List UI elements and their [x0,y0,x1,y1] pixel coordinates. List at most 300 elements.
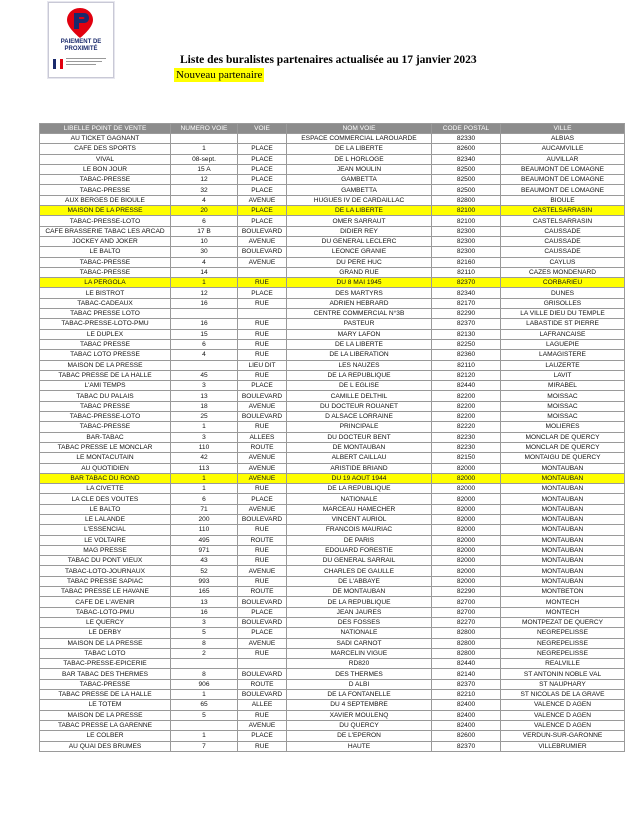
header-voie: VOIE [238,124,287,134]
cell-voie [238,134,287,144]
cell-numero-voie: 30 [171,247,238,257]
cell-libelle: AU QUAI DES BRUMES [40,741,171,751]
cell-nom-voie: ARISTIDE BRIAND [287,463,432,473]
cell-code-postal: 82100 [432,206,501,216]
cell-numero-voie: 113 [171,463,238,473]
cell-ville: MONTPEZAT DE QUERCY [501,617,625,627]
cell-nom-voie: HAUTE [287,741,432,751]
table-row [40,566,625,576]
cell-ville: MOISSAC [501,412,625,422]
cell-code-postal: 82110 [432,360,501,370]
cell-voie: ROUTE [238,442,287,452]
table-row [40,195,625,205]
cell-ville: LAVIT [501,370,625,380]
cell-libelle: BAR TABAC DES THERMES [40,669,171,679]
table-row [40,514,625,524]
cell-voie: RUE [238,525,287,535]
cell-ville: ST NAUPHARY [501,679,625,689]
table-row [40,617,625,627]
cell-libelle: TABAC DU PALAIS [40,391,171,401]
cell-nom-voie: DE PARIS [287,535,432,545]
table-row [40,381,625,391]
cell-nom-voie: DU GENERAL SARRAIL [287,556,432,566]
table-row [40,679,625,689]
cell-libelle: TABAC PRESSE [40,401,171,411]
cell-numero-voie: 45 [171,370,238,380]
cell-ville: MONTAUBAN [501,504,625,514]
cell-libelle: LE QUERCY [40,617,171,627]
cell-voie: PLACE [238,154,287,164]
cell-nom-voie: JEAN MOULIN [287,164,432,174]
cell-numero-voie: 13 [171,597,238,607]
cell-libelle: LE BALTO [40,504,171,514]
cell-code-postal: 82130 [432,329,501,339]
table-row [40,329,625,339]
cell-voie: PLACE [238,144,287,154]
document-title: Liste des buralistes partenaires actualisée au 17 janvier 2023 [180,54,477,66]
cell-voie: RUE [238,648,287,658]
new-partner-legend: Nouveau partenaire [176,69,263,81]
cell-code-postal: 82340 [432,154,501,164]
cell-code-postal: 82000 [432,545,501,555]
cell-nom-voie: DU 8 MAI 1945 [287,278,432,288]
cell-code-postal: 82170 [432,298,501,308]
cell-libelle: TABAC PRESSE [40,339,171,349]
cell-ville: MONCLAR DE QUERCY [501,442,625,452]
table-row [40,247,625,257]
table-row [40,370,625,380]
cell-ville: CASTELSARRASIN [501,206,625,216]
cell-libelle: TABAC-LOTO-JOURNAUX [40,566,171,576]
cell-nom-voie: DE LA LIBERTE [287,206,432,216]
cell-voie: PLACE [238,175,287,185]
cell-code-postal: 82220 [432,422,501,432]
cell-nom-voie: CHARLES DE GAULLE [287,566,432,576]
cell-ville: MONTAUBAN [501,494,625,504]
cell-nom-voie: DES THERMES [287,669,432,679]
cell-ville: MONTECH [501,597,625,607]
cell-ville: MONTAUBAN [501,473,625,483]
cell-voie: BOULEVARD [238,412,287,422]
cell-ville: NEGREPELISSE [501,628,625,638]
table-row [40,648,625,658]
cell-numero-voie: 43 [171,556,238,566]
cell-ville: REALVILLE [501,659,625,669]
cell-voie: AVENUE [238,566,287,576]
cell-libelle: LA PERGOLA [40,278,171,288]
cell-voie: RUE [238,319,287,329]
cell-ville: BIOULE [501,195,625,205]
cell-voie: AVENUE [238,720,287,730]
cell-ville: BEAUMONT DE LOMAGNE [501,175,625,185]
cell-voie: PLACE [238,164,287,174]
cell-nom-voie: DU DOCTEUR ROUANET [287,401,432,411]
table-row [40,432,625,442]
table-row [40,442,625,452]
cell-code-postal: 82370 [432,741,501,751]
cell-numero-voie: 495 [171,535,238,545]
cell-libelle: CAFE DE L'AVENIR [40,597,171,607]
cell-libelle: MAISON DE LA PRESSE [40,710,171,720]
cell-code-postal: 82120 [432,370,501,380]
cell-nom-voie: HUGUES IV DE CARDAILLAC [287,195,432,205]
cell-code-postal: 82400 [432,700,501,710]
cell-libelle: LA CLE DES VOUTES [40,494,171,504]
table-row [40,587,625,597]
cell-libelle: TABAC-PRESSE [40,679,171,689]
cell-voie [238,309,287,319]
cell-libelle: LE DUPLEX [40,329,171,339]
cell-code-postal: 82800 [432,638,501,648]
cell-voie [238,267,287,277]
cell-ville: LA VILLE DIEU DU TEMPLE [501,309,625,319]
cell-code-postal: 82440 [432,381,501,391]
cell-code-postal: 82400 [432,710,501,720]
table-row [40,535,625,545]
cell-voie: ROUTE [238,679,287,689]
cell-numero-voie: 165 [171,587,238,597]
cell-voie: AVENUE [238,638,287,648]
cell-nom-voie: JEAN JAURES [287,607,432,617]
cell-ville: MONTAUBAN [501,463,625,473]
cell-voie: RUE [238,576,287,586]
table-row [40,216,625,226]
cell-numero-voie [171,659,238,669]
table-row [40,576,625,586]
table-row [40,700,625,710]
cell-voie: RUE [238,370,287,380]
cell-code-postal: 82250 [432,339,501,349]
cell-voie: AVENUE [238,257,287,267]
cell-ville: LAMAGISTERE [501,350,625,360]
table-row [40,257,625,267]
logo-fineprint [66,57,110,68]
cell-code-postal: 82290 [432,587,501,597]
cell-code-postal: 82200 [432,401,501,411]
cell-numero-voie: 16 [171,319,238,329]
cell-numero-voie: 5 [171,628,238,638]
cell-ville: MONTECH [501,607,625,617]
cell-nom-voie: DE LA REPUBLIQUE [287,370,432,380]
cell-voie: AVENUE [238,453,287,463]
table-row [40,226,625,236]
table-row [40,690,625,700]
location-pin-icon [65,7,95,39]
cell-nom-voie: GRAND RUE [287,267,432,277]
cell-code-postal: 82000 [432,484,501,494]
cell-nom-voie: D ALSACE LORRAINE [287,412,432,422]
cell-libelle: TABAC-PRESSE-LOTO-PMU [40,319,171,329]
cell-voie: PLACE [238,288,287,298]
cell-code-postal: 82440 [432,659,501,669]
cell-numero-voie: 3 [171,617,238,627]
cell-libelle: TABAC LOTO [40,648,171,658]
cell-numero-voie: 08-sept. [171,154,238,164]
cell-nom-voie: DU 4 SEPTEMBRE [287,700,432,710]
cell-code-postal: 82370 [432,319,501,329]
cell-nom-voie: MARCEAU HAMECHER [287,504,432,514]
cell-ville: CAUSSADE [501,247,625,257]
cell-libelle: LE BALTO [40,247,171,257]
cell-nom-voie: NATIONALE [287,494,432,504]
table-row [40,267,625,277]
table-row [40,741,625,751]
cell-ville: MONTAUBAN [501,566,625,576]
cell-ville: MONTAUBAN [501,545,625,555]
cell-nom-voie: PRINCIPALE [287,422,432,432]
table-row [40,463,625,473]
table-row [40,731,625,741]
cell-numero-voie: 25 [171,412,238,422]
cell-nom-voie: DE L EGLISE [287,381,432,391]
cell-voie [238,659,287,669]
cell-voie: AVENUE [238,463,287,473]
cell-nom-voie: GAMBETTA [287,185,432,195]
cell-code-postal: 82300 [432,236,501,246]
table-row [40,350,625,360]
cell-code-postal: 82500 [432,175,501,185]
cell-voie: ALLEES [238,432,287,442]
cell-libelle: TABAC-LOTO-PMU [40,607,171,617]
cell-numero-voie: 6 [171,216,238,226]
cell-numero-voie: 15 A [171,164,238,174]
cell-ville: MONTBETON [501,587,625,597]
cell-code-postal: 82200 [432,391,501,401]
table-row [40,484,625,494]
cell-ville: ST NICOLAS DE LA GRAVE [501,690,625,700]
cell-code-postal: 82160 [432,257,501,267]
table-row [40,412,625,422]
cell-code-postal: 82150 [432,453,501,463]
cell-code-postal: 82700 [432,597,501,607]
cell-numero-voie [171,720,238,730]
cell-numero-voie: 10 [171,236,238,246]
cell-libelle: TABAC-PRESSE [40,422,171,432]
cell-voie: AVENUE [238,401,287,411]
cell-libelle: LE BISTROT [40,288,171,298]
cell-ville: MONTAUBAN [501,484,625,494]
header-nom-voie: NOM VOIE [287,124,432,134]
cell-libelle: BAR TABAC DU ROND [40,473,171,483]
cell-voie: RUE [238,350,287,360]
cell-code-postal: 82000 [432,473,501,483]
table-row [40,720,625,730]
cell-voie: BOULEVARD [238,690,287,700]
cell-ville: CAUSSADE [501,226,625,236]
cell-voie: AVENUE [238,236,287,246]
cell-nom-voie: VINCENT AURIOL [287,514,432,524]
paiement-proximite-logo [48,2,114,78]
cell-numero-voie: 16 [171,298,238,308]
cell-ville: DUNES [501,288,625,298]
cell-voie: RUE [238,741,287,751]
table-row-new-partner [40,473,625,483]
table-row [40,638,625,648]
table-row [40,607,625,617]
cell-libelle: MAG PRESSE [40,545,171,555]
cell-nom-voie: ALBERT CAILLAU [287,453,432,463]
cell-code-postal: 82600 [432,731,501,741]
cell-libelle: TABAC-CADEAUX [40,298,171,308]
cell-numero-voie: 4 [171,257,238,267]
cell-nom-voie: DU DOCTEUR BENT [287,432,432,442]
cell-ville: CAZES MONDENARD [501,267,625,277]
buralistes-table [39,123,625,752]
cell-code-postal: 82290 [432,309,501,319]
cell-code-postal: 82000 [432,504,501,514]
cell-voie: RUE [238,545,287,555]
header-numero-voie: NUMERO VOIE [171,124,238,134]
cell-code-postal: 82110 [432,267,501,277]
cell-nom-voie: DU GENERAL LECLERC [287,236,432,246]
cell-nom-voie: LES NAUZES [287,360,432,370]
cell-numero-voie: 1 [171,278,238,288]
cell-code-postal: 82000 [432,566,501,576]
cell-code-postal: 82000 [432,494,501,504]
cell-voie: RUE [238,484,287,494]
table-row [40,154,625,164]
cell-voie: PLACE [238,216,287,226]
cell-numero-voie: 8 [171,638,238,648]
cell-libelle: TABAC PRESSE SAPIAC [40,576,171,586]
cell-ville: ALBIAS [501,134,625,144]
cell-ville: LAUZERTE [501,360,625,370]
cell-code-postal: 82300 [432,226,501,236]
cell-code-postal: 82360 [432,350,501,360]
cell-voie: RUE [238,329,287,339]
cell-voie: PLACE [238,731,287,741]
cell-voie: AVENUE [238,504,287,514]
table-row [40,628,625,638]
cell-code-postal: 82800 [432,648,501,658]
cell-libelle: LE DERBY [40,628,171,638]
table-row [40,391,625,401]
cell-ville: CAYLUS [501,257,625,267]
cell-nom-voie: ADRIEN HEBRARD [287,298,432,308]
cell-libelle: LA CIVETTE [40,484,171,494]
table-row [40,309,625,319]
cell-code-postal: 82000 [432,556,501,566]
cell-numero-voie: 200 [171,514,238,524]
cell-numero-voie: 1 [171,731,238,741]
cell-libelle: TABAC-PRESSE-EPICERIE [40,659,171,669]
cell-libelle: L'ESSENCIAL [40,525,171,535]
cell-nom-voie: NATIONALE [287,628,432,638]
cell-voie: RUE [238,298,287,308]
cell-numero-voie: 16 [171,607,238,617]
cell-code-postal: 82300 [432,247,501,257]
cell-nom-voie: XAVIER MOULENQ [287,710,432,720]
cell-code-postal: 82000 [432,525,501,535]
cell-voie: BOULEVARD [238,391,287,401]
cell-ville: VILLEBRUMIER [501,741,625,751]
cell-numero-voie: 12 [171,288,238,298]
cell-numero-voie [171,309,238,319]
cell-voie: BOULEVARD [238,247,287,257]
cell-libelle: TABAC-PRESSE-LOTO [40,216,171,226]
cell-voie: BOULEVARD [238,669,287,679]
cell-code-postal: 82200 [432,412,501,422]
cell-numero-voie: 4 [171,195,238,205]
cell-code-postal: 82000 [432,576,501,586]
table-header-row [40,124,625,134]
cell-ville: VERDUN-SUR-GARONNE [501,731,625,741]
cell-ville: MONTAUBAN [501,525,625,535]
cell-numero-voie: 3 [171,381,238,391]
cell-nom-voie: DE LA REPUBLIQUE [287,597,432,607]
cell-numero-voie: 52 [171,566,238,576]
cell-code-postal: 82000 [432,535,501,545]
table-row [40,236,625,246]
cell-voie: BOULEVARD [238,226,287,236]
table-row [40,545,625,555]
cell-libelle: LE MONTACUTAIN [40,453,171,463]
cell-nom-voie: DE LA LIBERTE [287,339,432,349]
cell-numero-voie: 6 [171,494,238,504]
cell-code-postal: 82800 [432,628,501,638]
cell-numero-voie: 8 [171,669,238,679]
cell-nom-voie: DU PERE HUC [287,257,432,267]
cell-numero-voie: 5 [171,710,238,720]
cell-code-postal: 82000 [432,514,501,524]
cell-ville: MONTAUBAN [501,576,625,586]
cell-libelle: TABAC-PRESSE [40,257,171,267]
cell-code-postal: 82400 [432,720,501,730]
cell-voie: PLACE [238,206,287,216]
cell-numero-voie: 32 [171,185,238,195]
cell-numero-voie: 1 [171,690,238,700]
logo-text: PAIEMENT DE PROXIMITÉ [60,39,102,52]
cell-numero-voie: 14 [171,267,238,277]
cell-numero-voie [171,360,238,370]
cell-libelle: CAFE BRASSERIE TABAC LES ARCAD [40,226,171,236]
cell-libelle: CAFE DES SPORTS [40,144,171,154]
cell-numero-voie: 2 [171,648,238,658]
cell-nom-voie: DES FOSSES [287,617,432,627]
cell-libelle: LE TOTEM [40,700,171,710]
cell-ville: CORBARIEU [501,278,625,288]
cell-nom-voie: DE LA LIBERTE [287,144,432,154]
cell-numero-voie: 6 [171,339,238,349]
cell-libelle: LE COLBER [40,731,171,741]
cell-code-postal: 82600 [432,144,501,154]
cell-code-postal: 82000 [432,463,501,473]
cell-code-postal: 82700 [432,607,501,617]
cell-nom-voie: DE LA LIBERATION [287,350,432,360]
cell-ville: MONTAUBAN [501,556,625,566]
cell-numero-voie: 18 [171,401,238,411]
cell-nom-voie: DE MONTAUBAN [287,442,432,452]
cell-ville: VALENCE D AGEN [501,700,625,710]
cell-libelle: LE LALANDE [40,514,171,524]
cell-numero-voie: 993 [171,576,238,586]
cell-libelle: BAR-TABAC [40,432,171,442]
cell-numero-voie: 1 [171,144,238,154]
cell-nom-voie: MARY LAFON [287,329,432,339]
table-row [40,597,625,607]
cell-numero-voie: 15 [171,329,238,339]
cell-numero-voie: 1 [171,422,238,432]
cell-nom-voie: PASTEUR [287,319,432,329]
cell-numero-voie: 71 [171,504,238,514]
cell-numero-voie [171,134,238,144]
cell-voie: RUE [238,278,287,288]
cell-code-postal: 82100 [432,216,501,226]
cell-voie: RUE [238,339,287,349]
cell-libelle: LE BON JOUR [40,164,171,174]
cell-voie: BOULEVARD [238,617,287,627]
cell-libelle: AU TICKET GAGNANT [40,134,171,144]
